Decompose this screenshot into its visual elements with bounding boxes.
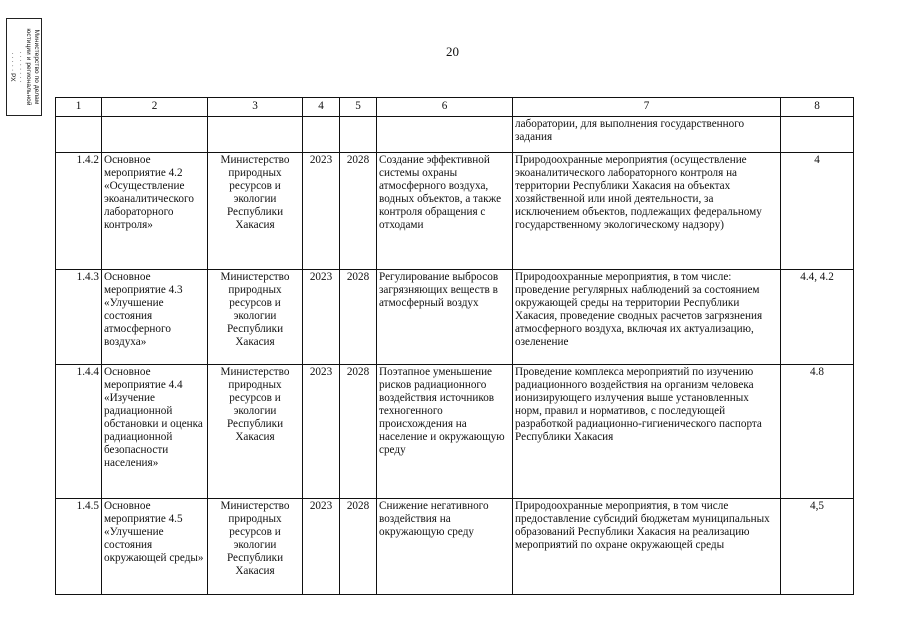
header-cell: 4 [303, 98, 340, 117]
row-number: 1.4.2 [56, 153, 102, 270]
activity-description: Природоохранные мероприятия, в том числе: проведение регулярных наблюдений за состоянием окружающей среды на территории Республики Хакасия, проведение сводных расчетов загрязнения атмосферного воздуха, включая их актуализацию, озеленение [513, 270, 781, 365]
end-year: 2028 [340, 270, 377, 365]
indicator-link: 4,5 [781, 499, 854, 595]
stamp-text [8, 28, 40, 105]
table-row [56, 499, 854, 595]
row-number: 1.4.4 [56, 365, 102, 499]
activity-description: лаборатории, для выполнения государственного задания [513, 117, 781, 153]
end-year [340, 117, 377, 153]
expected-result: Снижение негативного воздействия на окружающую среду [377, 499, 513, 595]
row-number: 1.4.3 [56, 270, 102, 365]
end-year: 2028 [340, 153, 377, 270]
indicator-link: 4.8 [781, 365, 854, 499]
activity-name: Основное мероприятие 4.5 «Улучшение состояния окружающей среды» [102, 499, 208, 595]
start-year: 2023 [303, 153, 340, 270]
activity-name: Основное мероприятие 4.3 «Улучшение состояния атмосферного воздуха» [102, 270, 208, 365]
header-cell: 7 [513, 98, 781, 117]
indicator-link: 4.4, 4.2 [781, 270, 854, 365]
row-number [56, 117, 102, 153]
executor [208, 117, 303, 153]
expected-result: Регулирование выбросов загрязняющих веществ в атмосферный воздух [377, 270, 513, 365]
header-cell: 1 [56, 98, 102, 117]
stamp-line: · · · · · РХ [9, 52, 16, 82]
header-cell: 2 [102, 98, 208, 117]
stamp-line: Министерство по делам [33, 29, 40, 105]
header-cell: 5 [340, 98, 377, 117]
expected-result: Поэтапное уменьшение рисков радиационного воздействия источников техногенного происхождения на население и окружающую среду [377, 365, 513, 499]
header-cell: 3 [208, 98, 303, 117]
stamp-line: · · · · · · · · [17, 51, 24, 83]
program-activities-table [55, 97, 854, 595]
executor: Министерство природных ресурсов и экологии Республики Хакасия [208, 499, 303, 595]
page-number: 20 [446, 44, 459, 59]
header-cell: 8 [781, 98, 854, 117]
activity-description: Природоохранные мероприятия (осуществление экоаналитического лабораторного контроля на территории Республики Хакасия на объектах хозяйственной или иной деятельности, за исключением объектов, подлежащих федеральному государственному экологическому надзору) [513, 153, 781, 270]
table-header-row [56, 98, 854, 117]
start-year: 2023 [303, 499, 340, 595]
row-number: 1.4.5 [56, 499, 102, 595]
activity-description: Проведение комплекса мероприятий по изучению радиационного воздействия на организм человека ионизирующего излучения выше установленных норм, правил и нормативов, с последующей разработкой радиационно-гигиенического паспорта Республики Хакасия [513, 365, 781, 499]
executor: Министерство природных ресурсов и экологии Республики Хакасия [208, 270, 303, 365]
activity-name: Основное мероприятие 4.4 «Изучение радиационной обстановки и оценка радиационной безопасности населения» [102, 365, 208, 499]
header-cell: 6 [377, 98, 513, 117]
expected-result: Создание эффективной системы охраны атмосферного воздуха, водных объектов, а также контроля обращения с отходами [377, 153, 513, 270]
expected-result [377, 117, 513, 153]
table-row [56, 117, 854, 153]
table-row [56, 153, 854, 270]
stamp-line: юстиции и региональной [25, 28, 32, 106]
activity-name: Основное мероприятие 4.2 «Осуществление экоаналитического лабораторного контроля» [102, 153, 208, 270]
end-year: 2028 [340, 365, 377, 499]
activity-name [102, 117, 208, 153]
indicator-link: 4 [781, 153, 854, 270]
activity-description: Природоохранные мероприятия, в том числе предоставление субсидий бюджетам муниципальных образований Республики Хакасия на реализацию мероприятий по охране окружающей среды [513, 499, 781, 595]
start-year: 2023 [303, 365, 340, 499]
executor: Министерство природных ресурсов и экологии Республики Хакасия [208, 365, 303, 499]
end-year: 2028 [340, 499, 377, 595]
table-row [56, 270, 854, 365]
table-row [56, 365, 854, 499]
indicator-link [781, 117, 854, 153]
registration-stamp [6, 18, 42, 116]
start-year [303, 117, 340, 153]
start-year: 2023 [303, 270, 340, 365]
executor: Министерство природных ресурсов и экологии Республики Хакасия [208, 153, 303, 270]
